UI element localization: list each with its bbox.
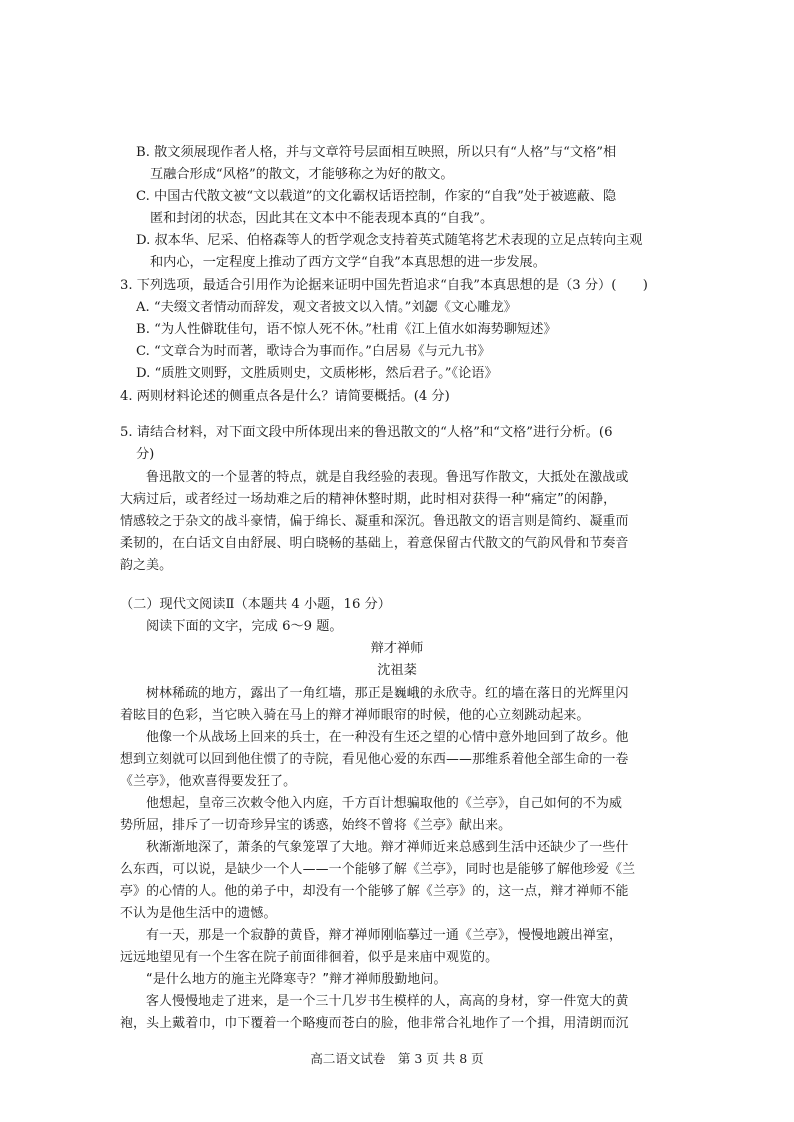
q3-option-d: D. “质胜文则野，文胜质则史，文质彬彬，然后君子。”《论语》 (136, 366, 498, 381)
q3-option-a: A. “夫缀文者情动而辞发，观文者披文以入情。”刘勰《文心雕龙》 (136, 300, 517, 315)
passage-line: 袍，头上戴着巾，巾下覆着一个略瘦而苍白的脸，他非常合礼地作了一个揖，用清朗而沉 (120, 1016, 629, 1031)
passage-line: 势所屈，排斥了一切奇珍异宝的诱惑，始终不曾将《兰亭》献出来。 (120, 818, 512, 833)
passage-line: 他像一个从战场上回来的兵士，在一种没有生还之望的心情中意外地回到了故乡。他 (146, 730, 629, 745)
page-footer: 高二语文试卷 第 3 页 共 8 页 (310, 1051, 484, 1066)
q2-option-d-line1: D. 叔本华、尼采、伯格森等人的哲学观念支持着英式随笔将艺术表现的立足点转向主观 (136, 233, 643, 248)
q4-stem: 4. 两则材料论述的侧重点各是什么？请简要概括。(4 分) (120, 389, 450, 404)
q5-passage-line: 鲁迅散文的一个显著的特点，就是自我经验的表现。鲁迅写作散文，大抵处在激战或 (146, 470, 629, 485)
q2-option-b-line2: 互融合形成“风格”的散文，才能够称之为好的散文。 (150, 167, 454, 182)
q2-option-c-line1: C. 中国古代散文被“文以载道”的文化霸权话语控制，作家的“自我”处于被遮蔽、隐 (136, 189, 617, 204)
passage-author: 沈祖棻 (377, 663, 417, 678)
passage-title: 辩才禅师 (370, 641, 424, 656)
q3-stem: 3. 下列选项，最适合引用作为论据来证明中国先哲追求“自我”本真思想的是（3 分）( ) (120, 278, 648, 293)
passage-line: 着眩目的色彩，当它映入骑在马上的辩才禅师眼帘的时候，他的心立刻跳动起来。 (120, 708, 590, 723)
passage-line: 《兰亭》，他欢喜得要发狂了。 (120, 774, 297, 789)
q3-option-b: B. “为人性僻耽佳句，语不惊人死不休。”杜甫《江上值水如海势聊短述》 (136, 322, 557, 337)
q3-option-c: C. “文章合为时而著，歌诗合为事而作。”白居易《与元九书》 (136, 344, 491, 359)
q5-stem-line2: 分) (136, 447, 155, 462)
passage-line: 客人慢慢地走了进来，是一个三十几岁书生模样的人，高高的身材，穿一件宽大的黄 (146, 994, 629, 1009)
passage-line: 树林稀疏的地方，露出了一角红墙，那正是巍峨的永欣寺。红的墙在落日的光辉里闪 (146, 686, 629, 701)
passage-line: 亭》的心情的人。他的弟子中，却没有一个能够了解《兰亭》的，这一点，辩才禅师不能 (120, 884, 629, 899)
passage-line: 不认为是他生活中的遗憾。 (120, 906, 277, 921)
q2-option-d-line2: 和内心，一定程度上推动了西方文学“自我”本真思想的进一步发展。 (150, 255, 546, 270)
section-instruction: 阅读下面的文字，完成 6～9 题。 (146, 619, 343, 634)
passage-line: 有一天，那是一个寂静的黄昏，辩才禅师刚临摹过一通《兰亭》，慢慢地踱出禅室， (146, 928, 623, 943)
passage-line: 秋渐渐地深了，萧条的气象笼罩了大地。辩才禅师近来总感到生活中还缺少了一些什 (146, 840, 629, 855)
q2-option-c-line2: 匿和封闭的状态，因此其在文本中不能表现本真的“自我”。 (150, 211, 494, 226)
q2-option-b-line1: B. 散文须展现作者人格，并与文章符号层面相互映照，所以只有“人格”与“文格”相 (136, 145, 617, 160)
q5-passage-line: 柔韧的，在白话文自由舒展、明白晓畅的基础上，着意保留古代散文的气韵风骨和节奏音 (120, 536, 629, 551)
passage-line: 么东西，可以说，是缺少一个人——一个能够了解《兰亭》，同时也是能够了解他珍爱《兰 (120, 862, 636, 877)
passage-line: 远远地望见有一个生客在院子前面徘徊着，似乎是来庙中观览的。 (120, 950, 499, 965)
passage-line: “是什么地方的施主光降寒寺？”辩才禅师殷勤地问。 (146, 972, 447, 987)
q5-passage-line: 韵之美。 (120, 558, 173, 573)
passage-line: 想到立刻就可以回到他住惯了的寺院，看见他心爱的东西——那维系着他全部生命的一卷 (120, 752, 629, 767)
q5-passage-line: 大病过后，或者经过一场劫难之后的精神休整时期，此时相对获得一种“痛定”的闲静， (120, 492, 617, 507)
q5-passage-line: 情感较之于杂文的战斗豪情，偏于绵长、凝重和深沉。鲁迅散文的语言则是简约、凝重而 (120, 514, 629, 529)
q5-stem-line1: 5. 请结合材料，对下面文段中所体现出来的鲁迅散文的“人格”和“文格”进行分析。(6 (120, 425, 613, 440)
passage-line: 他想起，皇帝三次敕令他入内庭，千方百计想骗取他的《兰亭》，自己如何的不为威 (146, 796, 623, 811)
section-heading: （二）现代文阅读Ⅱ（本题共 4 小题，16 分） (120, 597, 391, 612)
